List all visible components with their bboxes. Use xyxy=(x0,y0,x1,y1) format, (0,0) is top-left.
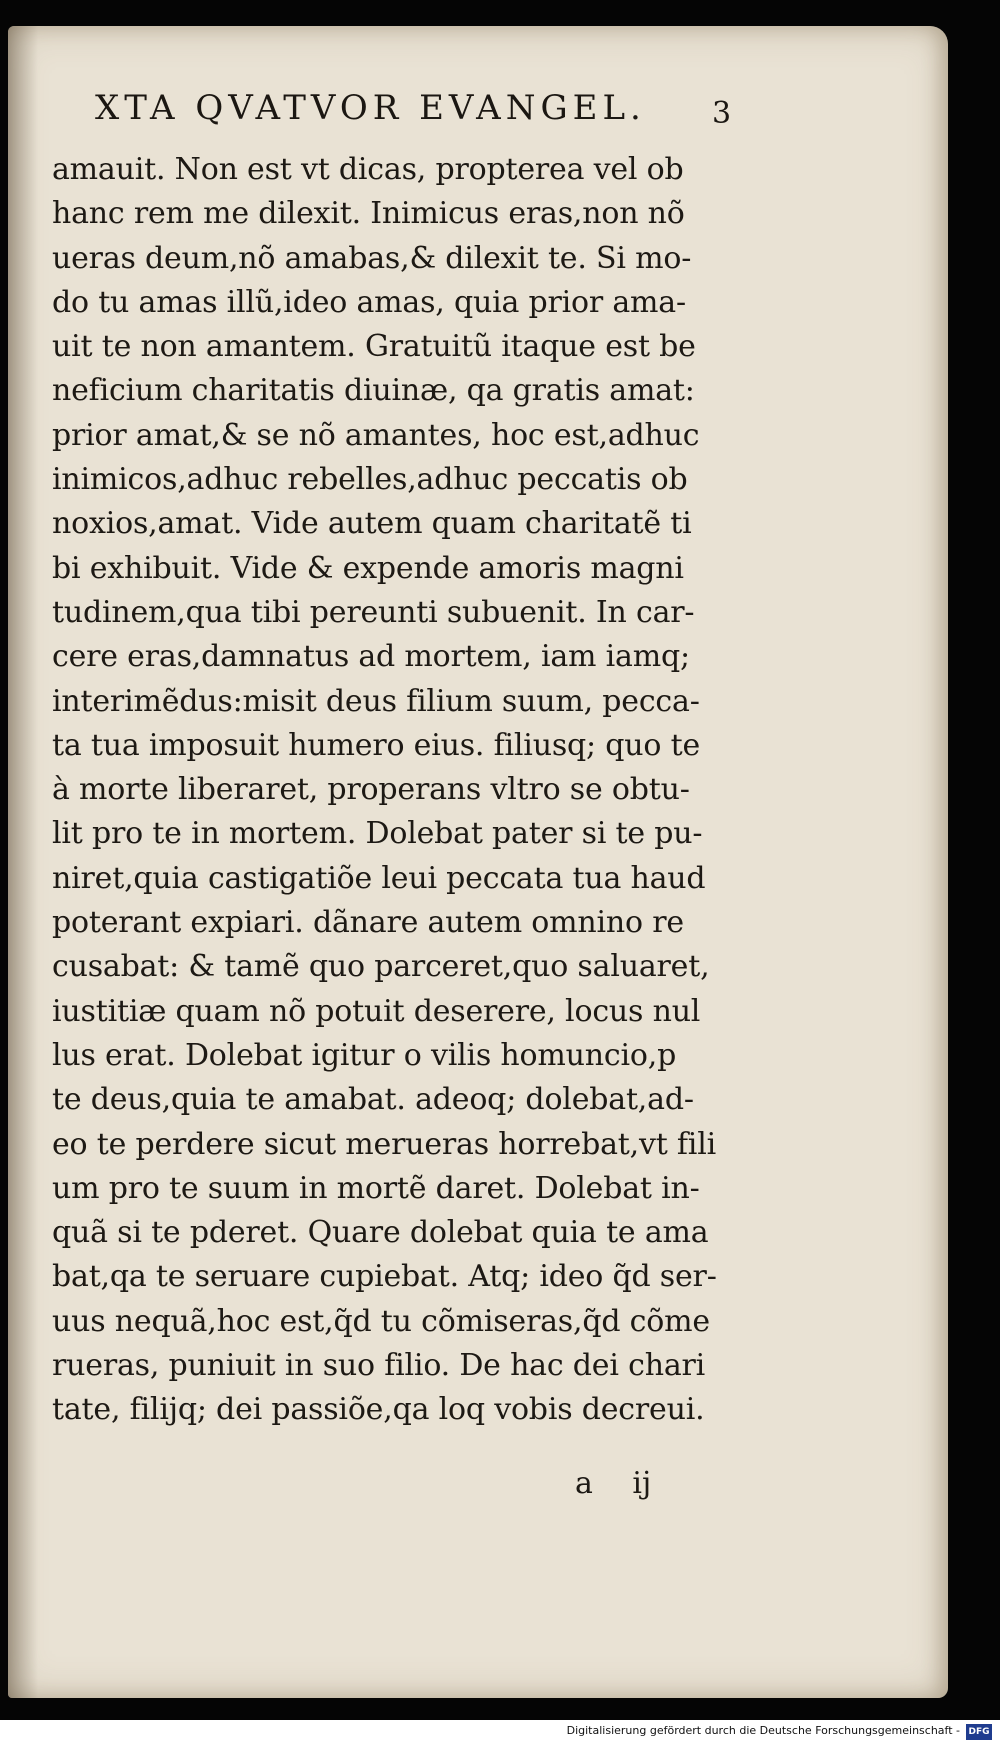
text-line: um pro te suum in mortẽ daret. Dolebat in- xyxy=(52,1170,700,1206)
text-line: do tu amas illũ,ideo amas, quia prior ama- xyxy=(52,284,686,320)
page-number: 3 xyxy=(712,96,732,131)
page-gutter-shadow xyxy=(8,26,38,1698)
body-text xyxy=(52,148,752,1433)
digitization-footer xyxy=(0,1720,1000,1747)
text-line: interimẽdus:misit deus filium suum, pecca- xyxy=(52,683,700,719)
text-line: prior amat,& se nõ amantes, hoc est,adhuc xyxy=(52,417,700,453)
text-line: niret,quia castigatiõe leui peccata tua haud xyxy=(52,860,706,896)
text-line: à morte liberaret, properans vltro se obtu- xyxy=(52,772,690,808)
text-line: eo te perdere sicut merueras horrebat,vt fili xyxy=(52,1126,716,1162)
text-line: noxios,amat. Vide autem quam charitatẽ ti xyxy=(52,506,692,542)
text-line: neficium charitatis diuinæ, qa gratis amat: xyxy=(52,373,695,409)
text-line: rueras, puniuit in suo filio. De hac dei chari xyxy=(52,1348,706,1384)
text-line: bat,qa te seruare cupiebat. Atq; ideo q̃d ser- xyxy=(52,1259,717,1295)
text-line: uit te non amantem. Gratuitũ itaque est be xyxy=(52,329,696,365)
text-line: inimicos,adhuc rebelles,adhuc peccatis ob xyxy=(52,462,688,498)
funding-credit: Digitalisierung gefördert durch die Deutsche Forschungsgemeinschaft - xyxy=(566,1724,960,1737)
text-line: uus nequã,hoc est,q̃d tu cõmiseras,q̃d cõme xyxy=(52,1303,710,1339)
text-line: tudinem,qua tibi pereunti subuenit. In car- xyxy=(52,594,695,630)
text-line: amauit. Non est vt dicas, propterea vel ob xyxy=(52,152,684,187)
text-line: iustitiæ quam nõ potuit deserere, locus nul xyxy=(52,993,701,1029)
text-line: poterant expiari. dãnare autem omnino re xyxy=(52,905,684,941)
signature-mark: a ij xyxy=(575,1466,652,1501)
text-line: lus erat. Dolebat igitur o vilis homuncio,p xyxy=(52,1037,677,1073)
text-line: cere eras,damnatus ad mortem, iam iamq; xyxy=(52,639,690,675)
text-line: ueras deum,nõ amabas,& dilexit te. Si mo- xyxy=(52,240,692,276)
text-line: tate, filijq; dei passiõe,qa loq vobis decreui. xyxy=(52,1392,705,1428)
dfg-logo-icon: DFG xyxy=(966,1724,992,1740)
text-line: bi exhibuit. Vide & expende amoris magni xyxy=(52,550,684,586)
text-line: ta tua imposuit humero eius. filiusq; quo te xyxy=(52,727,700,763)
text-line: te deus,quia te amabat. adeoq; dolebat,ad- xyxy=(52,1082,694,1118)
text-line: hanc rem me dilexit. Inimicus eras,non nõ xyxy=(52,196,685,232)
running-head: XTA QVATVOR EVANGEL. xyxy=(95,88,646,128)
text-line: lit pro te in mortem. Dolebat pater si te pu- xyxy=(52,816,703,852)
text-line: cusabat: & tamẽ quo parceret,quo saluaret, xyxy=(52,949,710,985)
text-line: quã si te pderet. Quare dolebat quia te ama xyxy=(52,1215,709,1251)
